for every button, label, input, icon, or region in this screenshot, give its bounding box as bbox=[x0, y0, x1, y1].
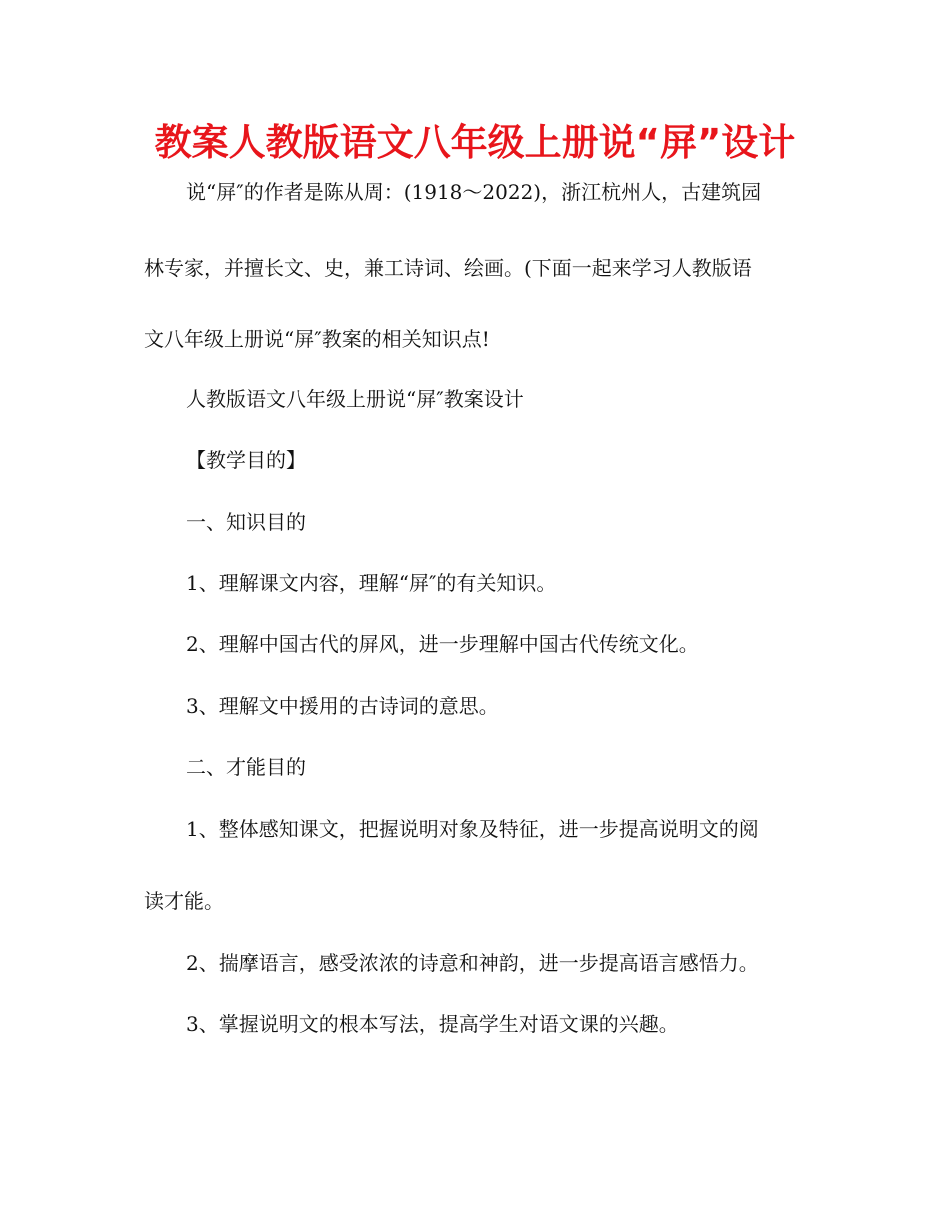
list-item: 2、揣摩语言，感受浓浓的诗意和神韵，进一步提高语言感悟力。 bbox=[186, 951, 759, 975]
section-heading: 人教版语文八年级上册说“屏″教案设计 bbox=[186, 387, 524, 411]
list-item-continuation: 读才能。 bbox=[144, 889, 224, 913]
paragraph-line: 林专家，并擅长文、史，兼工诗词、绘画。(下面一起来学习人教版语 bbox=[144, 256, 752, 280]
subsection-heading: 一、知识目的 bbox=[186, 510, 306, 534]
paragraph-line: 文八年级上册说“屏″教案的相关知识点! bbox=[144, 327, 490, 351]
list-item: 1、理解课文内容，理解“屏″的有关知识。 bbox=[186, 571, 557, 595]
document-title: 教案人教版语文八年级上册说“屏”设计 bbox=[154, 121, 796, 164]
section-heading: 【教学目的】 bbox=[186, 448, 306, 472]
list-item: 3、理解文中援用的古诗词的意思。 bbox=[186, 694, 499, 718]
subsection-heading: 二、才能目的 bbox=[186, 755, 306, 779]
list-item: 2、理解中国古代的屏风，进一步理解中国古代传统文化。 bbox=[186, 632, 699, 656]
list-item: 1、整体感知课文，把握说明对象及特征，进一步提高说明文的阅 bbox=[186, 817, 759, 841]
list-item: 3、掌握说明文的根本写法，提高学生对语文课的兴趣。 bbox=[186, 1012, 679, 1036]
paragraph-line: 说“屏″的作者是陈从周：(1918～2022)，浙江杭州人，古建筑园 bbox=[186, 180, 762, 204]
